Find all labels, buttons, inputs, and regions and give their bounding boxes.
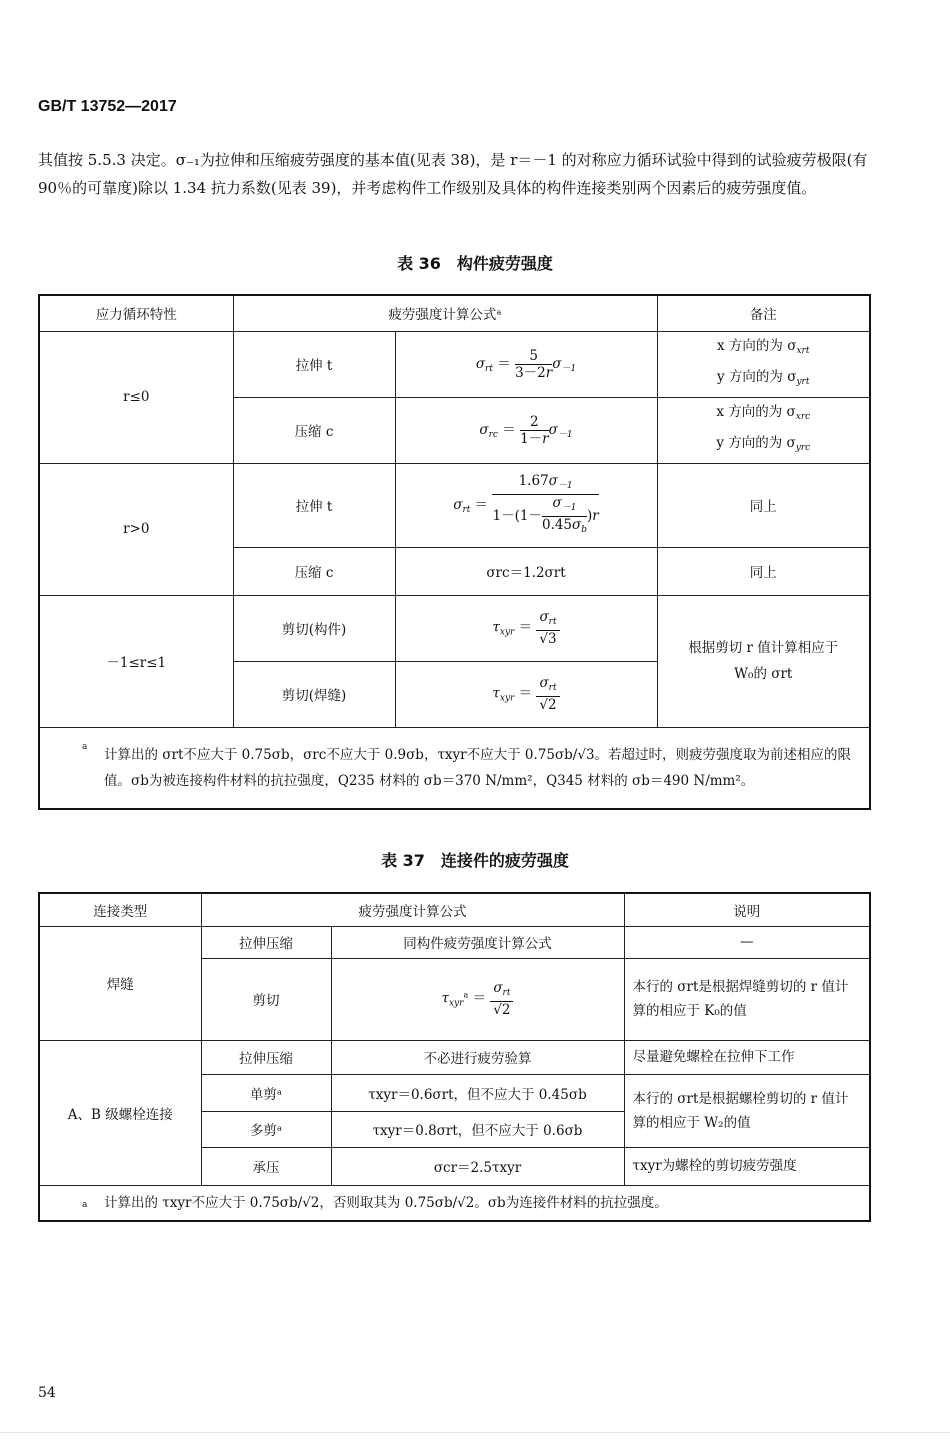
t37-row-type: 单剪ᵃ xyxy=(201,1074,331,1111)
t37-row-type: 剪切 xyxy=(201,958,331,1040)
t36-row-type: 拉伸 t xyxy=(233,463,395,547)
t37-row-type: 多剪ᵃ xyxy=(201,1111,331,1147)
table36 xyxy=(38,294,871,810)
t37-formula: τxyr＝0.8σrt，但不应大于 0.6σb xyxy=(331,1111,624,1147)
t36-group-r-le-0: r≤0 xyxy=(39,331,233,463)
t36-formula: $\tau_{xyr}$ ＝ $\frac{\sigma_{rt}}{√2}$ xyxy=(395,661,657,727)
t37-row-type: 承压 xyxy=(201,1147,331,1185)
t37-row-type: 拉伸压缩 xyxy=(201,1040,331,1074)
t36-formula: σrc＝1.2σrt xyxy=(395,547,657,595)
t37-formula: σcr＝2.5τxyr xyxy=(331,1147,624,1185)
t36-header-cycle: 应力循环特性 xyxy=(39,295,233,331)
t36-formula: $\sigma_{rt}$ ＝ $\frac{5}{3-2r}$ $\sigma_{-1}$ xyxy=(395,331,657,397)
t36-group-shear: －1≤r≤1 xyxy=(39,595,233,727)
t37-formula: $\tau_{xyr}^a$ ＝ $\frac{\sigma_{rt}}{√2}$ xyxy=(331,958,624,1040)
t37-row-type: 拉伸压缩 xyxy=(201,926,331,958)
t36-row-type: 拉伸 t xyxy=(233,331,395,397)
t36-shear-note: 根据剪切 r 值计算相应于 W₀的 σrt xyxy=(657,595,870,727)
t37-note: 本行的 σrt是根据焊缝剪切的 r 值计算的相应于 K₀的值 xyxy=(624,958,870,1040)
t36-row-type: 剪切(构件) xyxy=(233,595,395,661)
t37-group-bolt: A、B 级螺栓连接 xyxy=(39,1040,201,1185)
page-number: 54 xyxy=(38,1385,56,1401)
t37-note: 尽量避免螺栓在拉伸下工作 xyxy=(624,1040,870,1074)
t36-note: 同上 xyxy=(657,463,870,547)
t36-group-r-gt-0: r>0 xyxy=(39,463,233,595)
t36-row-type: 压缩 c xyxy=(233,397,395,463)
page-bottom-divider xyxy=(0,1432,950,1433)
table36-title: 表 36 构件疲劳强度 xyxy=(397,254,553,273)
t37-header-type: 连接类型 xyxy=(39,893,201,926)
table37-title: 表 37 连接件的疲劳强度 xyxy=(381,851,569,870)
t37-group-weld: 焊缝 xyxy=(39,926,201,1040)
t36-row-type: 剪切(焊缝) xyxy=(233,661,395,727)
t36-formula: $\sigma_{rc}$ ＝ $\frac{2}{1-r}$ $\sigma_{-1}$ xyxy=(395,397,657,463)
standard-number: GB/T 13752—2017 xyxy=(38,98,177,115)
t36-row-type: 压缩 c xyxy=(233,547,395,595)
t36-formula: $\tau_{xyr}$ ＝ $\frac{\sigma_{rt}}{√3}$ xyxy=(395,595,657,661)
t37-shear-note: 本行的 σrt是根据螺栓剪切的 r 值计算的相应于 W₂的值 xyxy=(624,1074,870,1147)
t37-formula: 同构件疲劳强度计算公式 xyxy=(331,926,624,958)
t36-note: x 方向的为 $\sigma_{xrt}$ y 方向的为 $\sigma_{yrt}$ xyxy=(657,331,870,397)
t37-formula: 不必进行疲劳验算 xyxy=(331,1040,624,1074)
t37-footnote: a 计算出的 τxyr不应大于 0.75σb/√2，否则取其为 0.75σb/√2。σb为连接件材料的抗拉强度。 xyxy=(39,1185,870,1221)
t37-header-note: 说明 xyxy=(624,893,870,926)
footnote-mark: a xyxy=(82,1199,88,1210)
t37-note: τxyr为螺栓的剪切疲劳强度 xyxy=(624,1147,870,1185)
intro-paragraph: 其值按 5.5.3 决定。σ₋₁为拉伸和压缩疲劳强度的基本值(见表 38)，是 r＝－1 的对称应力循环试验中得到的试验疲劳极限(有 90％的可靠度)除以 1.34 抗力系数(见表 39)，并考虑构件工作级别及具体的构件连接类别两个因素后的疲劳强度值。 xyxy=(38,151,868,197)
t36-header-note: 备注 xyxy=(657,295,870,331)
t37-header-formula: 疲劳强度计算公式 xyxy=(201,893,624,926)
t37-formula: τxyr＝0.6σrt，但不应大于 0.45σb xyxy=(331,1074,624,1111)
t37-note: — xyxy=(624,926,870,958)
t36-formula: $\sigma_{rt}$ ＝ $1.67\sigma_{-1}$ 1－(1－ $\frac{\sigma_{-1}}{0.45\sigma_b}$ )r xyxy=(395,463,657,547)
t36-note: 同上 xyxy=(657,547,870,595)
footnote-mark: a xyxy=(82,741,88,752)
table37 xyxy=(38,892,871,1222)
t36-note: x 方向的为 $\sigma_{xrc}$ y 方向的为 $\sigma_{yrc}$ xyxy=(657,397,870,463)
t36-header-formula: 疲劳强度计算公式ᵃ xyxy=(233,295,657,331)
t36-footnote: a 计算出的 σrt不应大于 0.75σb，σrc不应大于 0.9σb，τxyr不应大于 0.75σb/√3。若超过时，则疲劳强度取为前述相应的限值。σb为被连接构件材料的抗拉强度，Q235 材料的 σb＝370 N/mm²，Q345 材料的 σb＝490 N/mm²。 xyxy=(39,727,870,809)
